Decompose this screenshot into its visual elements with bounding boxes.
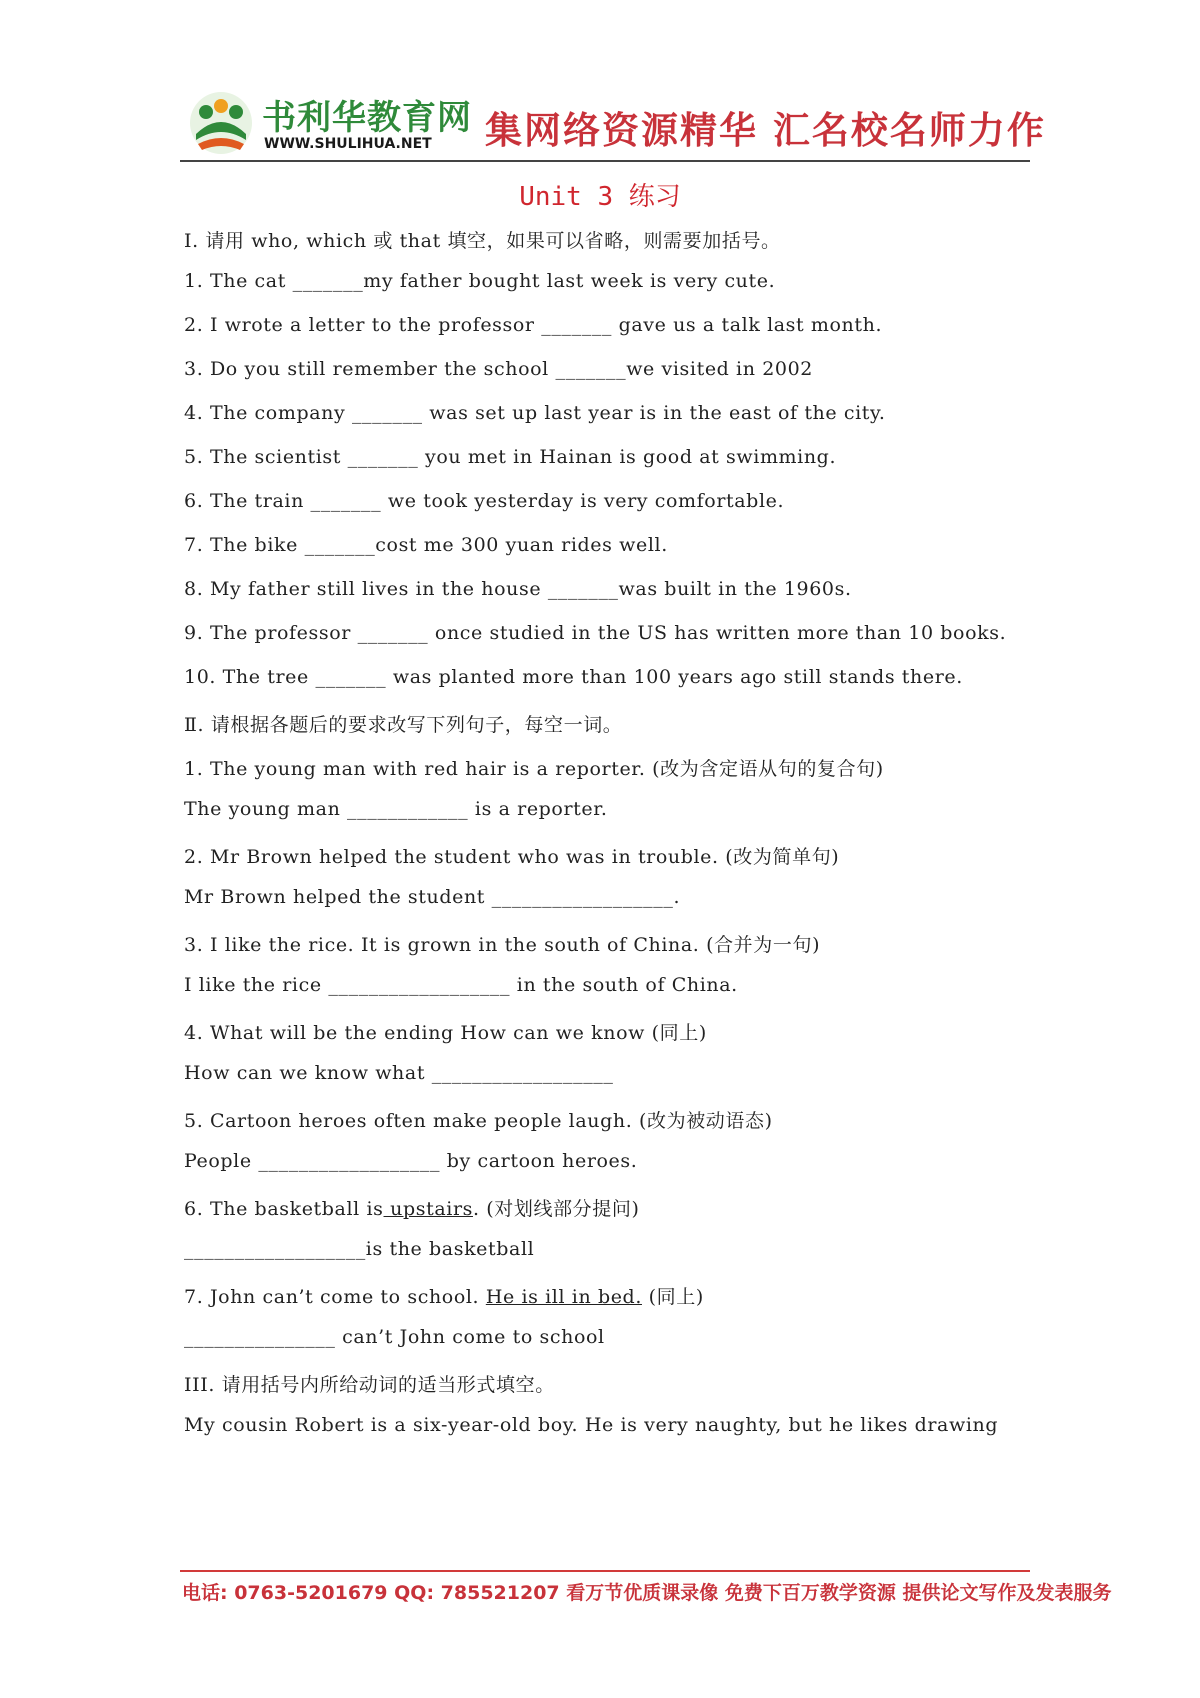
footer-divider	[180, 1570, 1030, 1572]
exercise-1-item: 7. The bike _______cost me 300 yuan rides well.	[184, 534, 668, 556]
underlined-phrase: upstairs	[383, 1198, 473, 1220]
exercise-1-item: 6. The train _______ we took yesterday is very comfortable.	[184, 490, 785, 512]
exercise-2-answer-line: _______________ can’t John come to school	[184, 1326, 605, 1348]
section-2-heading: Ⅱ. 请根据各题后的要求改写下列句子，每空一词。	[184, 714, 623, 736]
exercise-2-question: 3. I like the rice. It is grown in the south of China. (合并为一句)	[184, 934, 821, 956]
exercise-2-question: 2. Mr Brown helped the student who was in trouble. (改为简单句)	[184, 846, 840, 868]
question-instruction: . (对划线部分提问)	[472, 1198, 640, 1220]
exercise-1-item: 1. The cat _______my father bought last week is very cute.	[184, 270, 776, 292]
passage-text: My cousin Robert is a six-year-old boy. He is very naughty, but he likes drawing	[184, 1414, 999, 1436]
logo-url: WWW.SHULIHUA.NET	[264, 136, 432, 152]
question-text: 6. The basketball is	[184, 1198, 384, 1220]
exercise-1-item: 2. I wrote a letter to the professor _______ gave us a talk last month.	[184, 314, 883, 336]
exercise-2-answer-line: __________________is the basketball	[184, 1238, 535, 1260]
section-3-heading: III. 请用括号内所给动词的适当形式填空。	[184, 1374, 555, 1396]
logo-text: 书利华教育网	[262, 98, 472, 138]
exercise-1-item: 9. The professor _______ once studied in the US has written more than 10 books.	[184, 622, 1007, 644]
exercise-2-question: 1. The young man with red hair is a reporter. (改为含定语从句的复合句)	[184, 758, 884, 780]
logo-icon	[188, 90, 254, 156]
exercise-1-item: 4. The company _______ was set up last year is in the east of the city.	[184, 402, 886, 424]
section-1-heading: Ⅰ. 请用 who, which 或 that 填空，如果可以省略，则需要加括号。	[184, 230, 781, 252]
exercise-1-item: 8. My father still lives in the house _______was built in the 1960s.	[184, 578, 852, 600]
footer-contact: 电话: 0763-5201679 QQ: 785521207 看万节优质课录像 免费下百万教学资源 提供论文写作及发表服务	[182, 1582, 1112, 1604]
exercise-2-question	[184, 1194, 640, 1221]
exercise-1-item: 3. Do you still remember the school _______we visited in 2002	[184, 358, 813, 380]
exercise-2-answer-line: Mr Brown helped the student __________________.	[184, 886, 681, 908]
header-banner	[180, 86, 1046, 164]
question-instruction: (同上)	[641, 1286, 704, 1308]
exercise-2-question: 5. Cartoon heroes often make people laugh. (改为被动语态)	[184, 1110, 773, 1132]
page-title: Unit 3 练习	[519, 182, 681, 212]
header-slogan: 集网络资源精华 汇名校名师力作	[485, 109, 1046, 152]
underlined-phrase: He is ill in bed.	[485, 1286, 642, 1308]
question-text: 7. John can’t come to school.	[184, 1286, 486, 1308]
exercise-2-question: 4. What will be the ending How can we know (同上)	[184, 1022, 707, 1044]
exercise-2-answer-line: I like the rice __________________ in the south of China.	[184, 974, 738, 996]
exercise-2-answer-line: How can we know what __________________	[184, 1062, 614, 1084]
exercise-1-item: 10. The tree _______ was planted more than 100 years ago still stands there.	[184, 666, 963, 688]
header-divider	[180, 160, 1030, 162]
exercise-2-answer-line: People __________________ by cartoon heroes.	[184, 1150, 638, 1172]
exercise-1-item: 5. The scientist _______ you met in Hainan is good at swimming.	[184, 446, 837, 468]
exercise-2-question	[184, 1282, 704, 1309]
exercise-2-answer-line: The young man ____________ is a reporter.	[184, 798, 608, 820]
